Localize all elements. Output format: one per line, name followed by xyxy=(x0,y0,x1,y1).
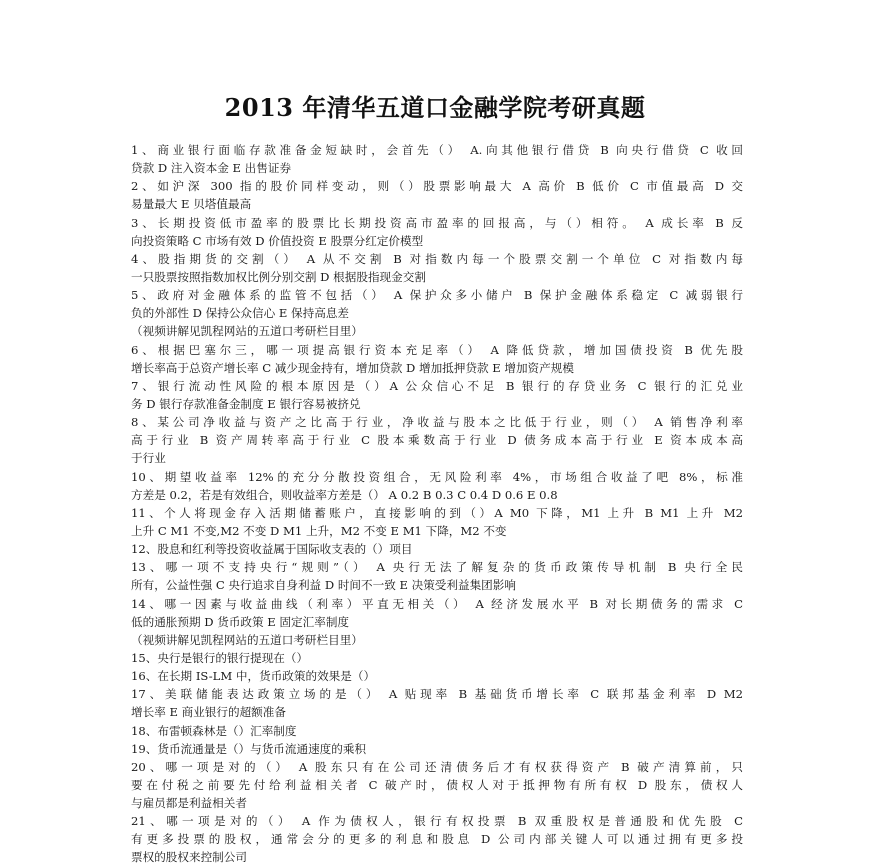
text-line: 向投资策略 C 市场有效 D 价值投资 E 股票分红定价模型 xyxy=(131,233,424,248)
text-line: 20、哪一项是对的（） A 股东只有在公司还清债务后才有权获得资产 B 破产清算前，只 xyxy=(131,759,743,774)
document-title: 2013 年清华五道口金融学院考研真题 xyxy=(224,93,646,122)
text-line: 19、货币流通量是（）与货币流通速度的乘积 xyxy=(131,741,367,756)
text-line: 4、股指期货的交割（） A 从不交割 B 对指数内每一个股票交割一个单位 C 对指数内每 xyxy=(131,251,743,266)
text-line: 8、某公司净收益与资产之比高于行业，净收益与股本之比低于行业，则（） A 销售净利率 xyxy=(131,415,743,430)
text-line: 3、长期投资低市盈率的股票比长期投资高市盈率的回报高，与（）相符。 A 成长率 B 反 xyxy=(131,215,743,230)
text-line: 要在付税之前要先付给利益相关者 C 破产时，债权人对于抵押物有所有权 D 股东，债权人 xyxy=(131,777,743,792)
document-body xyxy=(131,141,743,867)
text-line: 16、在长期 IS-LM 中，货币政策的效果是（） xyxy=(131,669,376,684)
text-line: 11、个人将现金存入活期储蓄账户，直接影响的到（）A M0 下降，M1 上升 B M1 上升 M2 xyxy=(131,505,743,520)
text-line: 方差是 0.2，若是有效组合，则收益率方差是（） A 0.2 B 0.3 C 0.4 D 0.6 E 0.8 xyxy=(131,487,558,502)
text-line: 15、央行是银行的银行提现在（） xyxy=(131,650,309,665)
text-line: 2、如沪深 300 指的股价同样变动，则（）股票影响最大 A 高价 B 低价 C 市值最高 D 交 xyxy=(131,179,743,194)
text-line: 17、美联储能表达政策立场的是（） A 贴现率 B 基础货币增长率 C 联邦基金利率 D M2 xyxy=(131,687,743,702)
text-line: 负的外部性 D 保持公众信心 E 保持高息差 xyxy=(131,306,350,321)
text-line: 一只股票按照指数加权比例分别交割 D 根据股指现金交割 xyxy=(131,269,426,284)
text-line: 增长率高于总资产增长率 C 减少现金持有，增加贷款 D 增加抵押贷款 E 增加资产规模 xyxy=(131,360,574,375)
text-line: 14、哪一因素与收益曲线（利率）平直无相关（） A 经济发展水平 B 对长期债务的需求 C xyxy=(131,596,743,611)
text-line: 务 D 银行存款准备金制度 E 银行容易被挤兑 xyxy=(131,396,361,411)
text-line: （视频讲解见凯程网站的五道口考研栏目里） xyxy=(131,632,363,647)
text-line: 18、布雷顿森林是（）汇率制度 xyxy=(131,723,297,738)
text-line: 增长率 E 商业银行的超额准备 xyxy=(131,705,286,720)
text-line: 所有，公益性强 C 央行追求自身利益 D 时间不一致 E 决策受利益集团影响 xyxy=(131,578,516,593)
text-line: 有更多投票的股权，通常会分的更多的利息和股息 D 公司内部关键人可以通过拥有更多投 xyxy=(131,832,743,847)
text-line: 易量最大 E 贝塔值最高 xyxy=(131,197,252,212)
text-line: 5、政府对金融体系的监管不包括（） A 保护众多小储户 B 保护金融体系稳定 C 减弱银行 xyxy=(131,288,743,303)
text-line: 7、银行流动性风险的根本原因是（）A 公众信心不足 B 银行的存贷业务 C 银行的汇兑业 xyxy=(131,378,743,393)
text-line: 票权的股权来控制公司 xyxy=(131,850,247,865)
text-line: 高于行业 B 资产周转率高于行业 C 股本乘数高于行业 D 债务成本高于行业 E 资本成本高 xyxy=(131,433,743,448)
text-line: 6、根据巴塞尔三，哪一项提高银行资本充足率（） A 降低贷款，增加国债投资 B 优先股 xyxy=(131,342,743,357)
text-line: 上升 C M1 不变,M2 不变 D M1 上升，M2 不变 E M1 下降，M2 不变 xyxy=(131,523,507,538)
text-line: 13、哪一项不支持央行“规则”（） A 央行无法了解复杂的货币政策传导机制 B 央行全民 xyxy=(131,560,743,575)
text-line: 12、股息和红利等投资收益属于国际收支表的（）项目 xyxy=(131,542,413,557)
text-line: （视频讲解见凯程网站的五道口考研栏目里） xyxy=(131,324,363,339)
text-line: 10、期望收益率 12%的充分分散投资组合，无风险利率 4%，市场组合收益了吧 8%，标准 xyxy=(131,469,743,484)
text-line: 与雇员都是利益相关者 xyxy=(131,796,247,811)
text-line: 21、哪一项是对的（） A 作为债权人，银行有权投票 B 双重股权是普通股和优先股 C xyxy=(131,814,743,829)
text-line: 低的通胀预期 D 货币政策 E 固定汇率制度 xyxy=(131,614,350,629)
text-line: 1、商业银行面临存款准备金短缺时，会首先（） A.向其他银行借贷 B 向央行借贷 C 收回 xyxy=(131,143,743,157)
text-line: 贷款 D 注入资本金 E 出售证券 xyxy=(131,161,292,176)
text-line: 于行业 xyxy=(131,451,166,466)
